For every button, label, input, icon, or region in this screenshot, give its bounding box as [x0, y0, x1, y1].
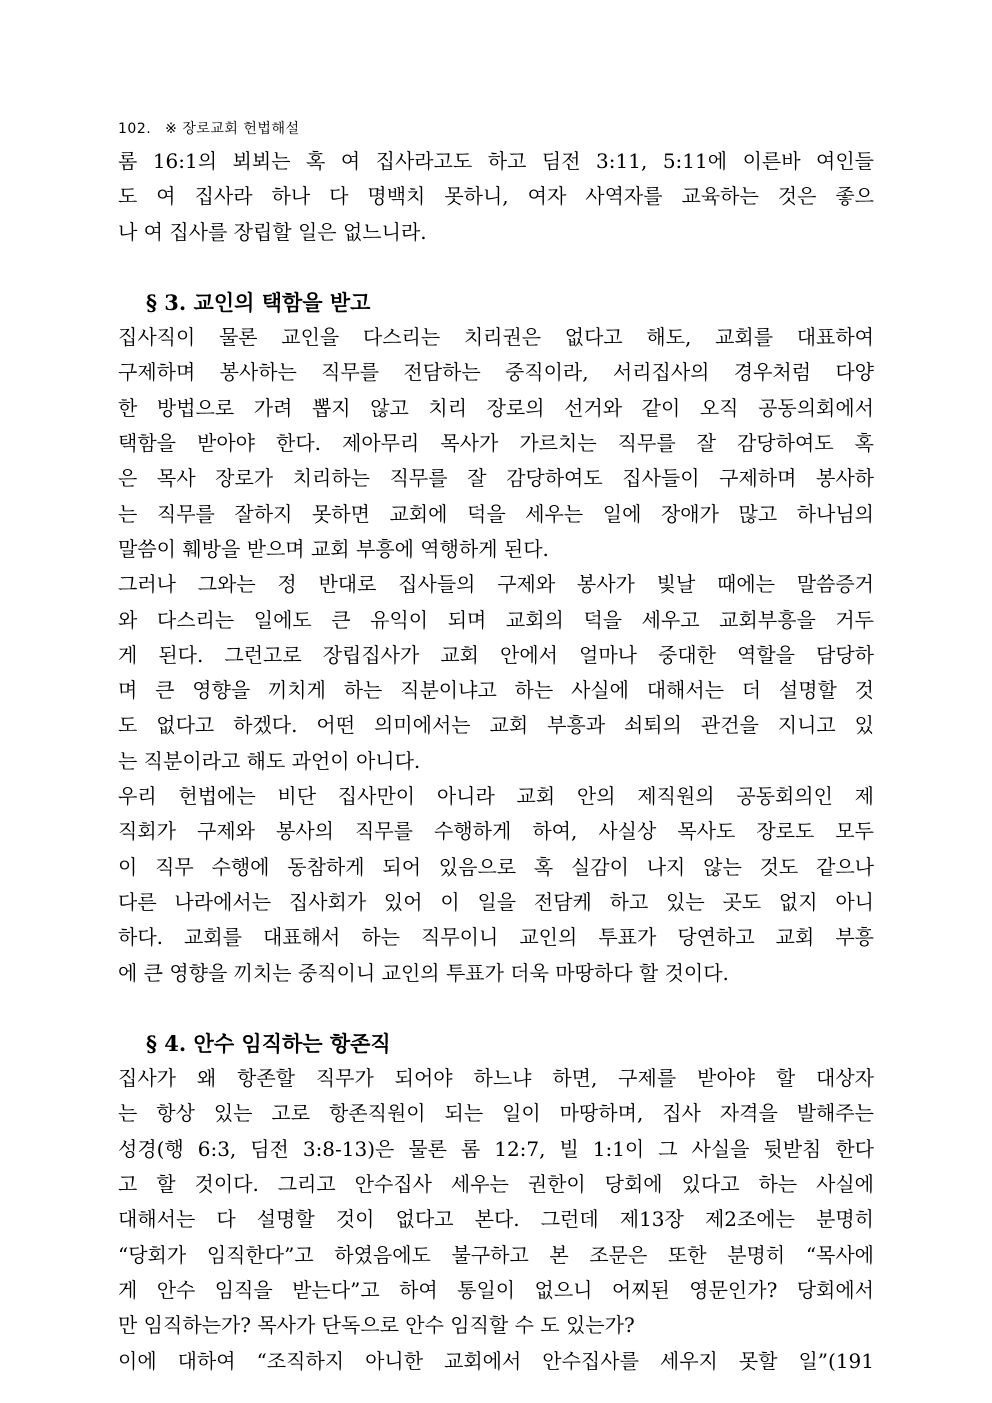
text-line: 나 여 집사를 장립할 일은 없느니라. [118, 219, 427, 244]
text-line: 택함을 받아야 한다. 제아무리 목사가 가르치는 직무를 잘 감당하여도 혹 [118, 431, 874, 456]
text-line: 은 목사 장로가 치리하는 직무를 잘 감당하여도 집사들이 구제하며 봉사하 [118, 466, 874, 491]
text-line: 그러나 그와는 정 반대로 집사들의 구제와 봉사가 빛날 때에는 말씀증거 [118, 572, 874, 597]
body-text [118, 144, 874, 1379]
running-title: ※ 장로교회 헌법해설 [165, 121, 300, 137]
text-line: 집사직이 물론 교인을 다스리는 치리권은 없다고 해도, 교회를 대표하여 [118, 325, 874, 350]
section-3-heading: § 3. 교인의 택함을 받고 [146, 289, 371, 315]
paragraph-permanent-office [118, 1061, 874, 1343]
text-line: 도 없다고 하겠다. 어떤 의미에서는 교회 부흥과 쇠퇴의 관건을 지니고 있 [118, 713, 874, 738]
text-line: 도 여 집사라 하나 다 명백치 못하니, 여자 사역자를 교육하는 것은 좋으 [118, 184, 874, 209]
text-line: 며 큰 영향을 끼치게 하는 직분이냐고 하는 사실에 대해서는 더 설명할 것 [118, 678, 874, 703]
text-line: 대해서는 다 설명할 것이 없다고 본다. 그런데 제13장 제2조에는 분명히 [118, 1207, 874, 1232]
text-line: 이에 대하여 “조직하지 아니한 교회에서 안수집사를 세우지 못할 일”(191 [118, 1348, 874, 1373]
text-line: 만 임직하는가? 목사가 단독으로 안수 임직할 수 도 있는가? [118, 1313, 635, 1338]
paragraph-influence [118, 567, 874, 779]
text-line: 집사가 왜 항존할 직무가 되어야 하느냐 하면, 구제를 받아야 할 대상자 [118, 1066, 874, 1091]
text-line: 와 다스리는 일에도 큰 유익이 되며 교회의 덕을 세우고 교회부흥을 거두 [118, 607, 874, 632]
text-line: 구제하며 봉사하는 직무를 전담하는 중직이라, 서리집사의 경우처럼 다양 [118, 360, 874, 385]
text-line: 말씀이 훼방을 받으며 교회 부흥에 역행하게 된다. [118, 536, 549, 561]
text-line: 직회가 구제와 봉사의 직무를 수행하게 하여, 사실상 목사도 장로도 모두 [118, 819, 874, 844]
text-line: 는 직무를 잘하지 못하면 교회에 덕을 세우는 일에 장애가 많고 하나님의 [118, 501, 874, 526]
text-line: 고 할 것이다. 그리고 안수집사 세우는 권한이 당회에 있다고 하는 사실에 [118, 1172, 874, 1197]
text-line: 게 안수 임직을 받는다”고 하여 통일이 없으니 어찌된 영문인가? 당회에서 [118, 1277, 874, 1302]
section-spacer [118, 991, 874, 1026]
text-line: 는 항상 있는 고로 항존직원이 되는 일이 마땅하며, 집사 자격을 발해주는 [118, 1101, 874, 1126]
section-4-heading: § 4. 안수 임직하는 항존직 [146, 1030, 391, 1056]
text-line: 다른 나라에서는 집사회가 있어 이 일을 전담케 하고 있는 곳도 없지 아니 [118, 889, 874, 914]
text-line: 우리 헌법에는 비단 집사만이 아니라 교회 안의 제직원의 공동회의인 제 [118, 784, 874, 809]
text-line: 한 방법으로 가려 뽑지 않고 치리 장로의 선거와 같이 오직 공동의회에서 [118, 395, 874, 420]
running-header [118, 118, 300, 138]
paragraph-constitution [118, 779, 874, 991]
text-line: 성경(행 6:3, 딤전 3:8-13)은 물론 롬 12:7, 빌 1:1이 그 사실을 뒷받침 한다 [118, 1136, 874, 1161]
text-line: 이 직무 수행에 동참하게 되어 있음으로 혹 실감이 나지 않는 것도 같으나 [118, 854, 874, 879]
text-line: 는 직분이라고 해도 과언이 아니다. [118, 748, 421, 773]
text-line: 하다. 교회를 대표해서 하는 직무이니 교인의 투표가 당연하고 교회 부흥 [118, 925, 874, 950]
text-line: “당회가 임직한다”고 하였음에도 불구하고 본 조문은 또한 분명히 “목사에 [118, 1242, 874, 1267]
paragraph-unorganized-church [118, 1344, 874, 1379]
text-line: 롬 16:1의 뵈뵈는 혹 여 집사라고도 하고 딤전 3:11, 5:11에 이른바 여인들 [118, 149, 874, 173]
text-line: 게 된다. 그런고로 장립집사가 교회 안에서 얼마나 중대한 역할을 담당하 [118, 642, 874, 667]
page-number: 102. [118, 121, 152, 137]
text-line: 에 큰 영향을 끼치는 중직이니 교인의 투표가 더욱 마땅하다 할 것이다. [118, 960, 729, 985]
paragraph-women-deacons [118, 144, 874, 250]
section-spacer [118, 250, 874, 285]
paragraph-election [118, 320, 874, 567]
